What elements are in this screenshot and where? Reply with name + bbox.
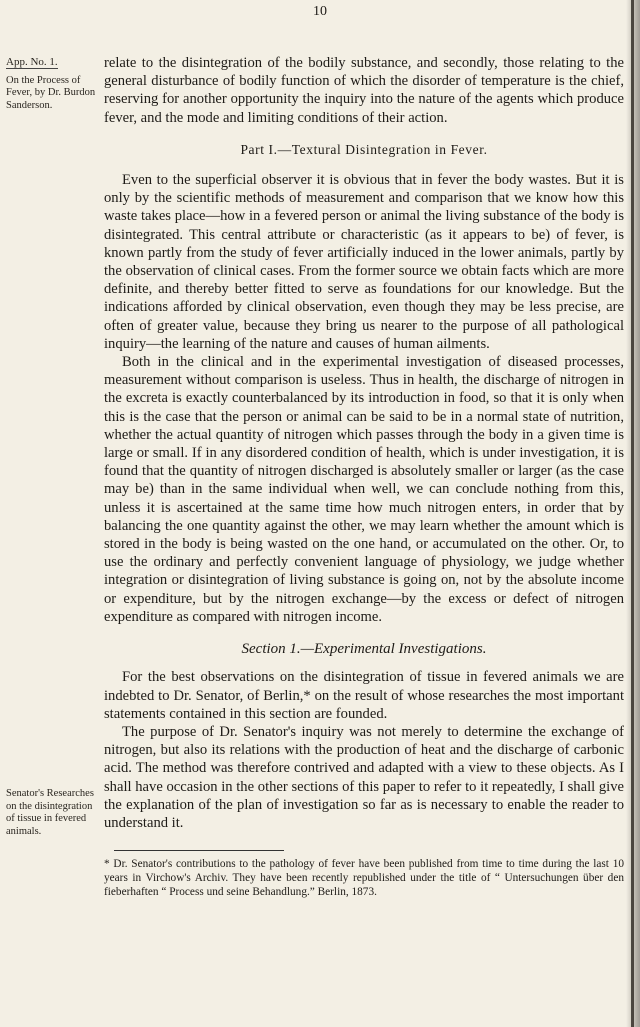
appendix-reference: App. No. 1. [6, 56, 58, 68]
paragraph-intro: relate to the disintegration of the bodily substance, and secondly, those relating to the general disturbance of bodily function of which the disorder of temperature is the chief, reserving for another opportunity the inquiry into the nature of the agents which produce fever, and the mode and limiting conditions of their action. [104, 55, 624, 126]
footnote-rule [114, 850, 284, 851]
section-heading: Section 1.—Experimental Investigations. [241, 641, 487, 658]
page-number: 10 [313, 4, 327, 19]
paragraph-waste: Even to the superficial observer it is obvious that in fever the body wastes. But it is only by the scientific methods of measurement and comparison that we know how this waste takes place—how in a fevered person or animal the living substance of the body is disintegrated. This central attribute or characteristic (as it appears to be) of fever, is known partly from the study of fever artificially induced in the lower animals, partly by the observation of clinical cases. From the former source we obtain facts which are more definite, and thereby better fitted to serve as foundations for our knowledge. But the indications afforded by clinical observation, even though they may be less precise, are often of greater value, because they bring us nearer to the purpose of all pathological inquiry—the learning of the nature and causes of human ailments. [104, 172, 624, 352]
page-edge-line [631, 0, 634, 1027]
side-note-senator: Senator's Researches on the disintegration of tissue in fevered animals. [6, 788, 94, 837]
paragraph-method: The purpose of Dr. Senator's inquiry was not merely to determine the exchange of nitrogen, but also its relations with the production of heat and the discharge of carbonic acid. The method was therefore contrived and adapted with a view to these objects. As I shall have occasion in the other sections of this paper to refer to it repeatedly, I shall give the explanation of the plan of investigation so far as is necessary to enable the reader to understand it. [104, 723, 624, 831]
paragraph-senator: For the best observations on the disintegration of tissue in fevered animals we are indebted to Dr. Senator, of Berlin,* on the result of whose researches the most important statements contained in this section are founded. [104, 669, 624, 722]
running-side-note: On the Process of Fever, by Dr. Burdon Sanderson. [6, 74, 96, 111]
main-text [104, 54, 624, 899]
paragraph-measurement: Both in the clinical and in the experimental investigation of diseased processes, measurement without comparison is useless. Thus in health, the discharge of nitrogen in the excreta is exactly counterbalanced by its introduction in food, so that it is only when this is the case that the person or animal can be said to be in a normal state of nutrition, whether the actual quantity of nitrogen which passes through the body in a given time is large or small. If in any disordered condition of health, which is under investigation, it is found that the quantity of nitrogen discharged is absolutely smaller or larger (as the case may be) than in the same individual when well, we can conclude nothing from this, unless it is ascertained at the same time how much nitrogen enters, in order that by balancing the one quantity against the other, we may learn whether the amount which is stored in the body is being wasted on the one hand, or accumulated on the other. Or, to use the ordinary and perfectly convenient language of physiology, we judge whether integration or disintegration of living substance is going on, not by the absolute income or expenditure, but by the nitrogen exchange—by the excess or defect of nitrogen expenditure as compared with nitrogen income. [104, 354, 624, 625]
margin-notes [6, 56, 98, 116]
part-heading: Part I.—Textural Disintegration in Fever. [240, 141, 488, 157]
footnote: * Dr. Senator's contributions to the pathology of fever have been published from time to time during the last 10 years in Virchow's Archiv. They have been recently republished under the title of “ Untersuchungen über den fieberhaften “ Process und seine Behandlung.” Berlin, 1873. [104, 858, 624, 899]
